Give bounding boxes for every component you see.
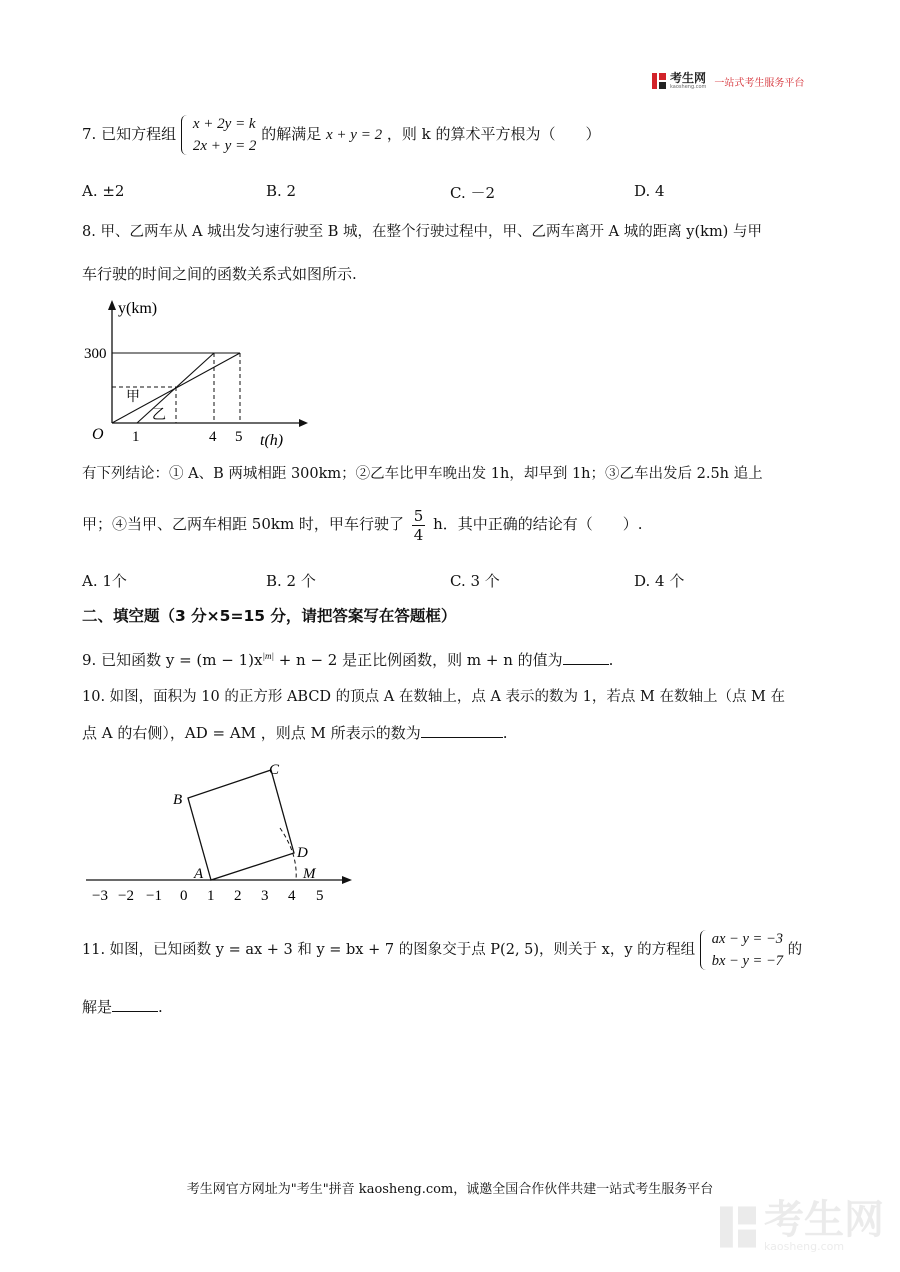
q8-option-a: A. 1个 bbox=[82, 572, 127, 590]
q7-option-a: A. ±2 bbox=[82, 182, 125, 200]
tick-4: 4 bbox=[288, 888, 296, 904]
q11-answer-blank[interactable] bbox=[112, 997, 158, 1012]
tick-0: 0 bbox=[180, 888, 188, 904]
q8-options bbox=[82, 570, 822, 590]
graph-x-tick-1: 1 bbox=[132, 429, 140, 445]
q9-text-a: 9. 已知函数 y = (m − 1)x bbox=[82, 651, 263, 669]
q11-eq1: ax − y = −3 bbox=[711, 931, 783, 947]
q10-figure bbox=[80, 756, 360, 906]
q9-exponent: |m| bbox=[262, 651, 274, 661]
q7-prefix: 7. 已知方程组 bbox=[82, 125, 177, 143]
watermark bbox=[720, 1197, 884, 1253]
q11-line2 bbox=[82, 996, 163, 1018]
watermark-text: 考生网 bbox=[764, 1197, 884, 1243]
section-2-title: 二、填空题（3 分×5=15 分，请把答案写在答题框） bbox=[82, 607, 457, 625]
label-D: D bbox=[297, 845, 308, 861]
tick-2: 2 bbox=[234, 888, 242, 904]
q11-prefix: 11. 如图，已知函数 y = ax + 3 和 y = bx + 7 的图象交于点 P(2, 5)，则关于 x，y 的方程组 bbox=[82, 942, 696, 958]
tick-neg3: −3 bbox=[92, 888, 108, 904]
graph-x-tick-4: 4 bbox=[209, 429, 217, 445]
q9-answer-blank[interactable] bbox=[563, 650, 609, 665]
tick-neg1: −1 bbox=[146, 888, 162, 904]
q10-end: . bbox=[502, 724, 508, 742]
q8-graph bbox=[80, 295, 310, 450]
label-B: B bbox=[173, 792, 183, 808]
number-line-arrow-icon bbox=[342, 876, 352, 884]
q10-line2 bbox=[82, 722, 507, 744]
graph-x-tick-5: 5 bbox=[235, 429, 243, 445]
q8-conclusion-2a: 甲；④当甲、乙两车相距 50km 时，甲车行驶了 bbox=[82, 515, 404, 533]
logo-name: 考生网 bbox=[670, 71, 707, 85]
q10-answer-blank[interactable] bbox=[421, 723, 503, 738]
y-axis-arrow-icon bbox=[108, 300, 116, 310]
q8-option-b: B. 2 个 bbox=[266, 572, 316, 590]
arc-d-to-m bbox=[280, 828, 296, 880]
header-logo bbox=[652, 72, 804, 90]
q8-frac-num: 5 bbox=[413, 506, 424, 525]
q8-line1: 8. 甲、乙两车从 A 城出发匀速行驶至 B 城，在整个行驶过程中，甲、乙两车离开 A 城的距离 y(km) 与甲 bbox=[82, 224, 762, 240]
q10-line2-text: 点 A 的右侧），AD = AM ，则点 M 所表示的数为 bbox=[82, 724, 421, 742]
watermark-logo-icon bbox=[720, 1206, 756, 1248]
graph-x-label: t(h) bbox=[260, 432, 284, 449]
q7-eq2: 2x + y = 2 bbox=[192, 138, 257, 154]
q7-eq1: x + 2y = k bbox=[192, 116, 256, 132]
q10-line1: 10. 如图，面积为 10 的正方形 ABCD 的顶点 A 在数轴上，点 A 表示的数为 1，若点 M 在数轴上（点 M 在 bbox=[82, 689, 786, 705]
graph-origin: O bbox=[92, 426, 104, 443]
q8-option-c: C. 3 个 bbox=[450, 572, 500, 590]
graph-y-label: y(km) bbox=[118, 300, 158, 317]
square-abcd bbox=[188, 770, 294, 880]
tick-neg2: −2 bbox=[118, 888, 134, 904]
footer-text: 考生网官方网址为"考生"拼音 kaosheng.com，诚邀全国合作伙伴共建一站式考生服务平台 bbox=[186, 1182, 714, 1197]
logo-slogan: 一站式考生服务平台 bbox=[714, 77, 805, 89]
label-A: A bbox=[194, 866, 204, 882]
q8-conclusion-2 bbox=[82, 504, 643, 544]
logo-url: kaosheng.com bbox=[670, 84, 707, 90]
label-M: M bbox=[303, 866, 316, 882]
q9-end: . bbox=[608, 651, 614, 669]
q11-system bbox=[700, 928, 783, 972]
q7-mid: 的解满足 bbox=[261, 125, 322, 143]
q11-end: . bbox=[158, 998, 163, 1016]
q7-system bbox=[181, 113, 257, 157]
q7-suffix: ，则 k 的算术平方根为（ ） bbox=[386, 125, 601, 143]
q8-fraction bbox=[412, 507, 426, 544]
q7-options bbox=[82, 182, 822, 202]
q8-conclusion-1: 有下列结论：① A、B 两城相距 300km；②乙车比甲车晚出发 1h，却早到 1h；③乙车出发后 2.5h 追上 bbox=[82, 466, 763, 482]
q11-eq2: bx − y = −7 bbox=[711, 953, 783, 969]
q8-line2: 车行驶的时间之间的函数关系式如图所示. bbox=[82, 265, 357, 283]
tick-5: 5 bbox=[316, 888, 324, 904]
tick-3: 3 bbox=[261, 888, 269, 904]
q7-cond: x + y = 2 bbox=[326, 127, 383, 143]
q11-suffix: 的 bbox=[787, 942, 803, 958]
q8-frac-den: 4 bbox=[413, 525, 424, 544]
graph-y-tick-300: 300 bbox=[84, 346, 107, 362]
label-C: C bbox=[269, 762, 280, 778]
tick-1: 1 bbox=[207, 888, 215, 904]
graph-label-yi: 乙 bbox=[152, 407, 166, 423]
logo-icon bbox=[652, 73, 666, 89]
q8-conclusion-2b: h．其中正确的结论有（ ）. bbox=[433, 515, 643, 533]
x-axis-arrow-icon bbox=[299, 419, 308, 427]
q11-line2-text: 解是 bbox=[82, 998, 113, 1016]
q9-text-b: + n − 2 是正比例函数，则 m + n 的值为 bbox=[273, 651, 563, 669]
graph-label-jia: 甲 bbox=[126, 389, 140, 405]
question-11 bbox=[82, 928, 802, 972]
question-7 bbox=[82, 113, 601, 157]
q7-option-b: B. 2 bbox=[266, 182, 297, 200]
watermark-sub: kaosheng.com bbox=[764, 1240, 845, 1253]
q8-option-d: D. 4 个 bbox=[634, 572, 685, 590]
question-9 bbox=[82, 645, 613, 671]
q7-option-c: C. －2 bbox=[450, 184, 496, 202]
q7-option-d: D. 4 bbox=[634, 182, 665, 200]
